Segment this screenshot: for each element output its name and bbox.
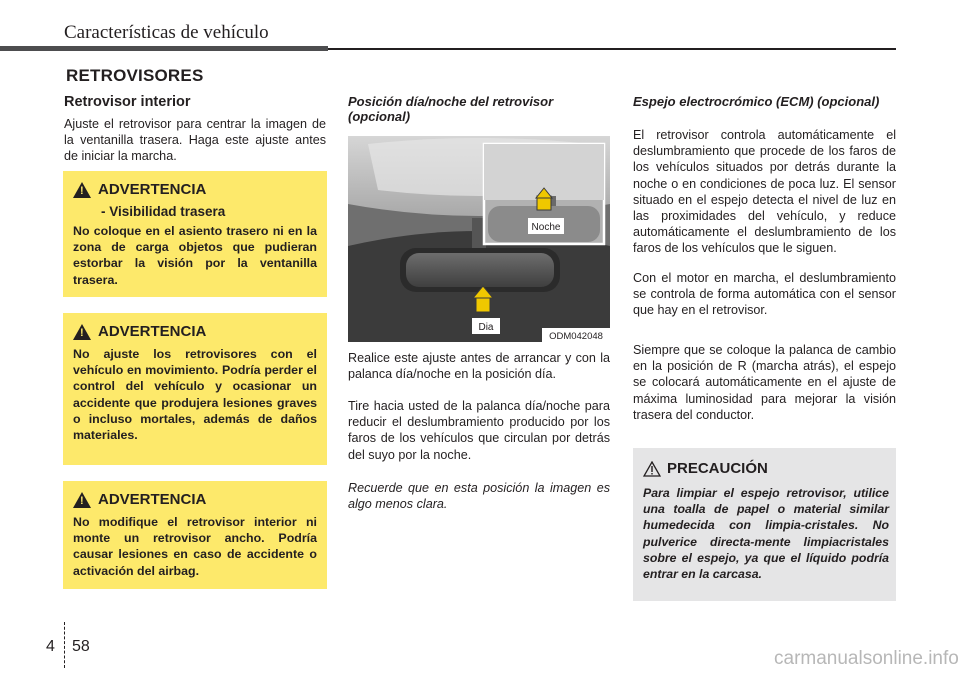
warning-header [73, 491, 206, 508]
mirror-illustration [348, 136, 610, 342]
caution-box [633, 448, 896, 601]
warning-title: ADVERTENCIA [98, 181, 207, 198]
figure-code: ODM042048 [549, 331, 603, 342]
paragraph-ecm-3: Siempre que se coloque la palanca de cambio en la posición de R (marcha atrás), el espejo se colocará automáticamente en el ajuste de máxima luminosidad para mejorar la visión trasera del conductor. [633, 343, 896, 422]
paragraph-day-night-3: Recuerde que en esta posición la imagen es algo menos clara. [348, 481, 610, 512]
warning-box-rear-visibility [63, 171, 327, 297]
heading-day-night: Posición día/noche del retrovisor (opcional) [348, 94, 554, 124]
section-title: RETROVISORES [66, 66, 204, 85]
paragraph-day-night-1: Realice este ajuste antes de arrancar y con la palanca día/noche en la posición día. [348, 351, 610, 382]
page-number-divider [64, 622, 65, 668]
warning-body: No modifique el retrovisor interior ni monte un retrovisor ancho. Podría causar lesiones en caso de accidente o activación del airbag. [73, 515, 317, 578]
chapter-number: 4 [46, 638, 55, 655]
header-rule-thick [0, 46, 328, 51]
label-day: Dia [478, 322, 494, 333]
label-night: Noche [531, 222, 561, 233]
paragraph-day-night-2: Tire hacia usted de la palanca día/noche para reducir el deslumbramiento producido por los faros de los vehículos que circulan por detrás del suyo por la noche. [348, 399, 610, 462]
header-rule-thin [328, 48, 896, 50]
warning-box-modify-mirror [63, 481, 327, 589]
warning-box-adjust-moving [63, 313, 327, 465]
warning-triangle-icon: ! [73, 182, 91, 198]
paragraph-ecm-1: El retrovisor controla automáticamente el deslumbramiento que procede de los faros de los vehículos situados por detrás durante la noche o en condiciones de poca luz. El sensor situado en el espejo detecta el nivel de luz en las proximidades del vehículo, y reduce automáticamente el deslumbramiento de los faros de los vehículos que le siguen. [633, 128, 896, 256]
warning-body: No ajuste los retrovisores con el vehículo en movimiento. Podría perder el control del vehículo y ocasionar un accidente que produjera lesiones graves o incluso mortales, además de daños materiales. [73, 347, 317, 443]
heading-inner-mirror: Retrovisor interior [64, 94, 191, 110]
heading-ecm: Espejo electrocrómico (ECM) (opcional) [633, 94, 880, 109]
warning-header [73, 323, 206, 340]
caution-triangle-icon [643, 461, 661, 477]
warning-title: ADVERTENCIA [98, 323, 207, 340]
warning-subtitle: - Visibilidad trasera [101, 204, 226, 219]
paragraph-ecm-2: Con el motor en marcha, el deslumbramiento se controla de forma automática con el sensor que hay en el retrovisor. [633, 271, 896, 318]
warning-body: No coloque en el asiento trasero ni en la zona de carga objetos que pudieran estorbar la visión por la ventanilla trasera. [73, 224, 317, 287]
running-header: Características de vehículo [64, 22, 269, 43]
caution-header [643, 460, 768, 477]
caution-body: Para limpiar el espejo retrovisor, utilice una toalla de papel o material similar humedecida con limpia-cristales. No pulverice directa-mente limpiacristales sobre el espejo, ya que el líquido podría entrar en la carcasa. [643, 486, 889, 582]
warning-title: ADVERTENCIA [98, 491, 207, 508]
watermark: carmanualsonline.info [774, 648, 959, 669]
warning-header [73, 181, 206, 198]
caution-title: PRECAUCIÓN [667, 460, 768, 477]
warning-triangle-icon: ! [73, 492, 91, 508]
warning-triangle-icon: ! [73, 324, 91, 340]
paragraph-inner-mirror: Ajuste el retrovisor para centrar la imagen de la ventanilla trasera. Haga este ajuste antes de iniciar la marcha. [64, 117, 326, 164]
mirror-figure [348, 136, 610, 342]
page-number: 58 [72, 638, 90, 655]
